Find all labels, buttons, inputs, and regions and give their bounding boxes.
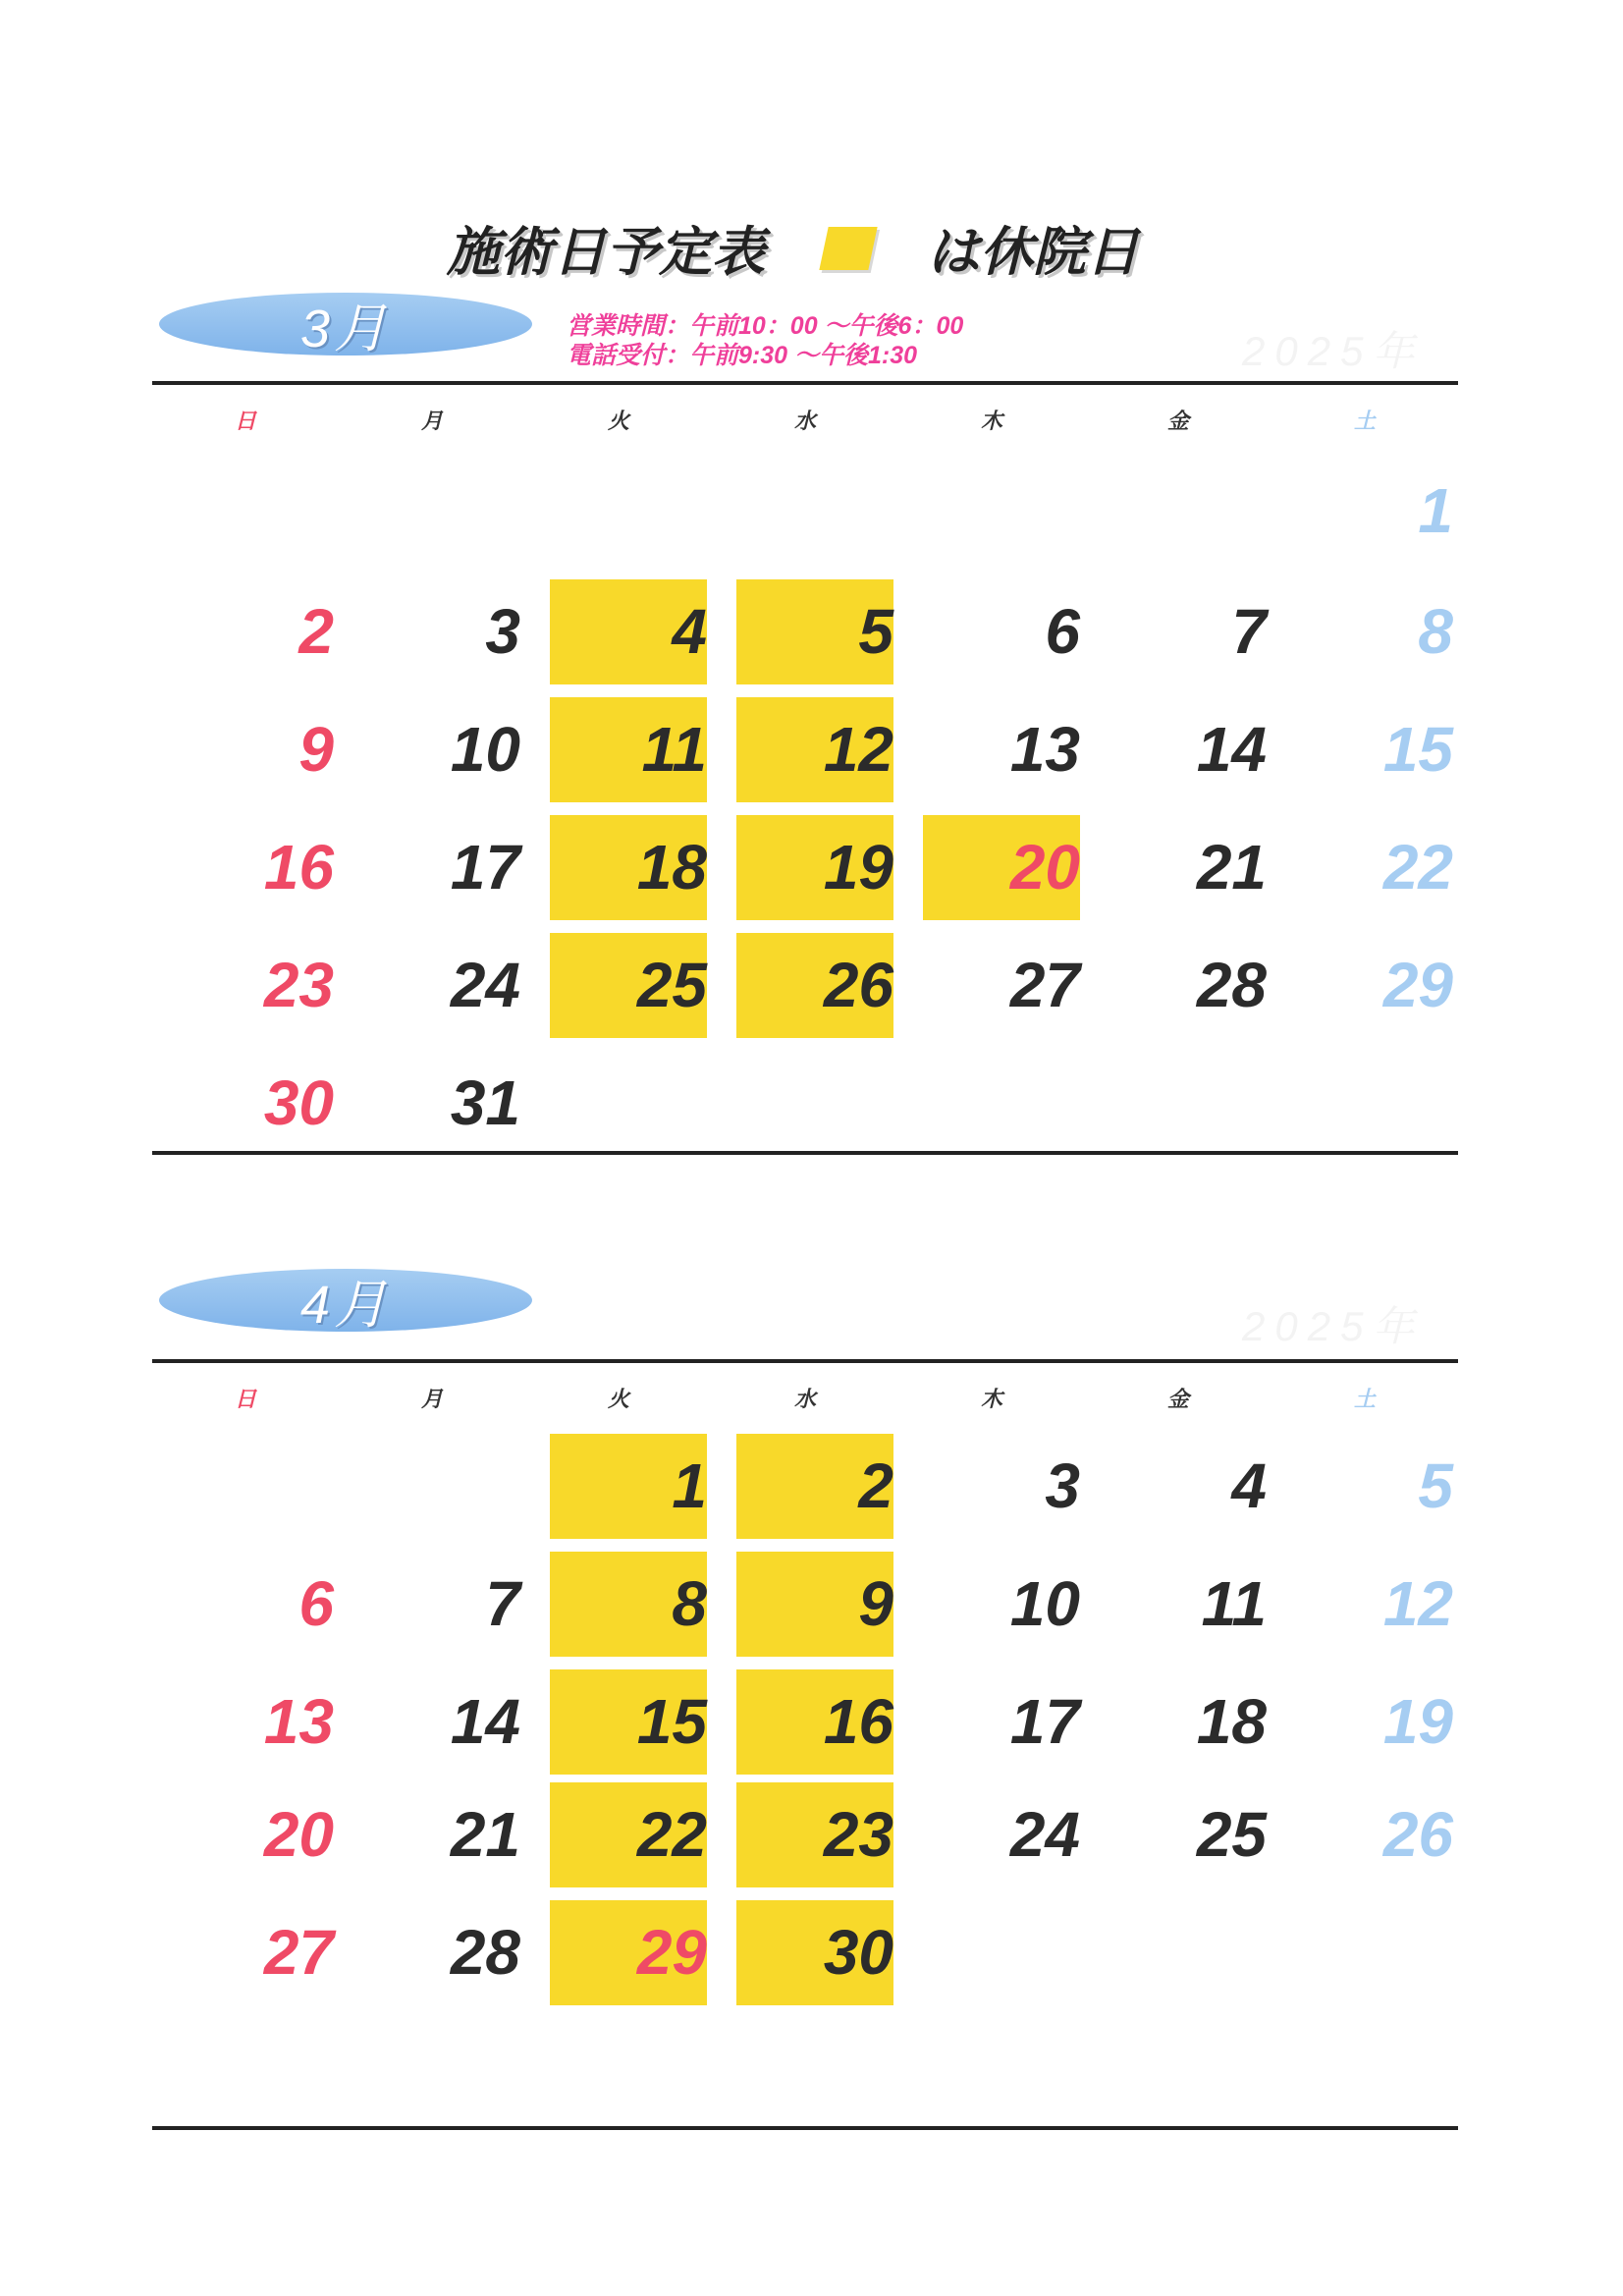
- day-cell-closed: [736, 1900, 893, 2005]
- day-number: 25: [636, 950, 707, 1020]
- day-cell: [1085, 1782, 1271, 1887]
- day-cell-closed: [736, 1552, 893, 1657]
- day-cell: [1085, 579, 1271, 684]
- day-number: 28: [1196, 950, 1267, 1020]
- day-number: 2: [858, 1450, 893, 1521]
- day-number: 12: [1382, 1568, 1453, 1639]
- day-number: 4: [1231, 1450, 1267, 1521]
- day-cell: [339, 1051, 525, 1156]
- holiday-color-swatch: [819, 227, 877, 270]
- month-label-march: 3月: [159, 293, 532, 355]
- day-number: 15: [1382, 714, 1453, 785]
- day-cell-closed: [736, 1669, 893, 1775]
- weekday-header: 日: [234, 409, 256, 433]
- day-number: 13: [263, 1686, 334, 1757]
- day-cell: [898, 1669, 1085, 1775]
- day-number: 16: [823, 1686, 893, 1757]
- weekday-header: 月: [420, 1387, 443, 1411]
- day-cell-closed: [550, 815, 707, 920]
- day-cell: [1271, 1782, 1458, 1887]
- day-number: 12: [823, 714, 893, 785]
- day-number: 14: [1196, 714, 1267, 785]
- day-number: 30: [263, 1067, 334, 1138]
- day-cell: [339, 579, 525, 684]
- day-number: 26: [823, 950, 893, 1020]
- day-cell: [1085, 815, 1271, 920]
- day-cell: [1271, 459, 1458, 564]
- day-number: 2: [298, 596, 334, 667]
- day-cell: [1085, 1669, 1271, 1775]
- weekday-header: 火: [607, 409, 629, 433]
- day-number: 24: [450, 950, 520, 1020]
- day-cell-closed: [736, 933, 893, 1038]
- day-cell: [339, 1552, 525, 1657]
- day-number: 3: [1045, 1450, 1080, 1521]
- day-cell-closed: [550, 697, 707, 802]
- day-number: 4: [672, 596, 707, 667]
- day-number: 9: [858, 1568, 893, 1639]
- day-number: 3: [485, 596, 520, 667]
- day-number: 9: [298, 714, 334, 785]
- day-number: 10: [450, 714, 520, 785]
- day-cell: [152, 697, 339, 802]
- day-number: 27: [263, 1917, 334, 1988]
- weekday-header: 月: [420, 409, 443, 433]
- day-cell-closed: [550, 933, 707, 1038]
- title-text: 施術日予定表: [447, 223, 765, 282]
- day-cell: [152, 1782, 339, 1887]
- schedule-title: [447, 210, 1139, 286]
- day-cell: [339, 1782, 525, 1887]
- day-number: 11: [641, 714, 707, 785]
- day-number: 23: [263, 950, 334, 1020]
- day-cell: [1271, 933, 1458, 1038]
- day-number: 20: [263, 1799, 334, 1870]
- hours-line-1: 営業時間：午前10：00 ～午後6：00: [567, 312, 964, 340]
- rule-april-top: [152, 1359, 1458, 1363]
- day-cell: [1085, 697, 1271, 802]
- day-cell: [1085, 1552, 1271, 1657]
- day-number: 31: [450, 1067, 520, 1138]
- day-number: 18: [1196, 1686, 1267, 1757]
- weekday-header: 水: [793, 409, 816, 433]
- weekday-header: 金: [1166, 1387, 1189, 1411]
- day-cell: [898, 1782, 1085, 1887]
- day-cell: [339, 933, 525, 1038]
- day-cell: [339, 697, 525, 802]
- day-number: 26: [1382, 1799, 1453, 1870]
- weekday-header: 日: [234, 1387, 256, 1411]
- day-number: 7: [1231, 596, 1267, 667]
- day-number: 18: [636, 832, 707, 902]
- day-cell-closed: [736, 1434, 893, 1539]
- day-number: 15: [636, 1686, 707, 1757]
- day-cell: [152, 1900, 339, 2005]
- day-number: 11: [1201, 1568, 1267, 1639]
- day-cell: [339, 1669, 525, 1775]
- day-cell-closed: [550, 1900, 707, 2005]
- day-number: 21: [450, 1799, 520, 1870]
- day-number: 10: [1009, 1568, 1080, 1639]
- day-number: 27: [1009, 950, 1080, 1020]
- day-number: 17: [450, 832, 520, 902]
- day-number: 1: [1418, 475, 1453, 546]
- day-number: 17: [1009, 1686, 1080, 1757]
- weekday-header: 土: [1353, 1387, 1376, 1411]
- day-number: 5: [858, 596, 893, 667]
- day-cell: [898, 1552, 1085, 1657]
- day-cell: [152, 579, 339, 684]
- day-number: 24: [1009, 1799, 1080, 1870]
- legend-text: は休院日: [927, 223, 1139, 282]
- day-number: 25: [1196, 1799, 1267, 1870]
- day-number: 5: [1418, 1450, 1453, 1521]
- day-number: 22: [1382, 832, 1453, 902]
- day-number: 21: [1196, 832, 1267, 902]
- day-cell: [898, 579, 1085, 684]
- day-number: 13: [1009, 714, 1080, 785]
- day-cell-closed: [550, 579, 707, 684]
- day-number: 1: [672, 1450, 707, 1521]
- day-cell: [152, 815, 339, 920]
- day-cell: [1085, 933, 1271, 1038]
- day-number: 14: [450, 1686, 520, 1757]
- day-cell: [152, 933, 339, 1038]
- day-number: 7: [485, 1568, 520, 1639]
- weekday-header: 水: [793, 1387, 816, 1411]
- day-number: 6: [1045, 596, 1080, 667]
- day-cell: [339, 1900, 525, 2005]
- day-cell-closed: [736, 815, 893, 920]
- year-watermark-april: 2025年: [1242, 1303, 1425, 1349]
- day-cell: [1271, 579, 1458, 684]
- day-number: 8: [1418, 596, 1453, 667]
- weekday-header: 木: [980, 1387, 1002, 1411]
- day-cell-closed: [550, 1552, 707, 1657]
- weekday-header: 金: [1166, 409, 1189, 433]
- day-number: 30: [823, 1917, 893, 1988]
- day-cell-closed: [550, 1782, 707, 1887]
- day-cell: [1085, 1434, 1271, 1539]
- day-number: 23: [823, 1799, 893, 1870]
- day-cell: [339, 815, 525, 920]
- day-number: 16: [263, 832, 334, 902]
- day-number: 19: [1382, 1686, 1453, 1757]
- month-label-april: 4月: [159, 1269, 532, 1332]
- day-cell: [152, 1669, 339, 1775]
- day-cell-closed: [736, 1782, 893, 1887]
- day-cell: [152, 1051, 339, 1156]
- day-number: 22: [636, 1799, 707, 1870]
- day-cell-closed: [923, 815, 1080, 920]
- day-number: 8: [672, 1568, 707, 1639]
- rule-april-bottom: [152, 2126, 1458, 2130]
- weekday-header: 土: [1353, 409, 1376, 433]
- day-cell-closed: [736, 697, 893, 802]
- year-watermark-march: 2025年: [1242, 328, 1425, 374]
- day-cell-closed: [736, 579, 893, 684]
- day-cell-closed: [550, 1434, 707, 1539]
- hours-line-2: 電話受付：午前9:30 ～午後1:30: [567, 342, 918, 369]
- day-number: 6: [298, 1568, 334, 1639]
- day-number: 29: [1382, 950, 1453, 1020]
- day-number: 19: [823, 832, 893, 902]
- business-hours: [567, 311, 963, 370]
- day-cell: [152, 1552, 339, 1657]
- day-cell: [1271, 697, 1458, 802]
- weekday-header: 木: [980, 409, 1002, 433]
- day-number: 28: [450, 1917, 520, 1988]
- day-cell: [1271, 1434, 1458, 1539]
- day-cell: [898, 697, 1085, 802]
- day-cell: [1271, 1669, 1458, 1775]
- day-number: 20: [1009, 832, 1080, 902]
- day-number: 29: [636, 1917, 707, 1988]
- day-cell: [898, 1434, 1085, 1539]
- day-cell: [1271, 1552, 1458, 1657]
- rule-march-top: [152, 381, 1458, 385]
- day-cell: [1271, 815, 1458, 920]
- rule-march-bottom: [152, 1151, 1458, 1155]
- day-cell: [898, 933, 1085, 1038]
- weekday-header: 火: [607, 1387, 629, 1411]
- day-cell-closed: [550, 1669, 707, 1775]
